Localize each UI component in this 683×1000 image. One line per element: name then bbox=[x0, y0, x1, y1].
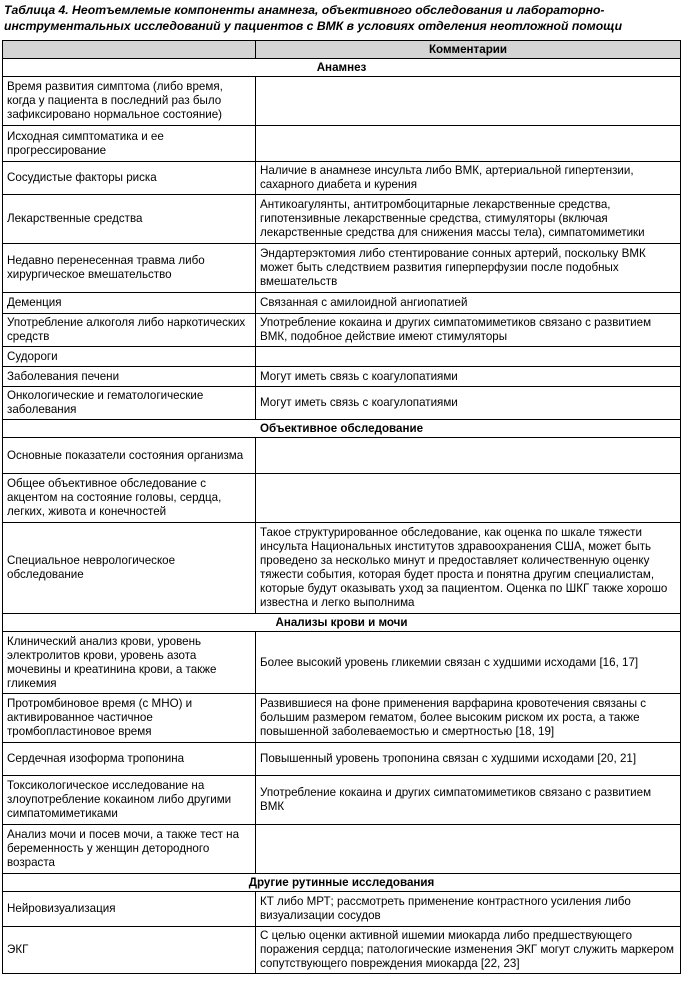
comment-cell: Эндартерэктомия либо стентирование сонных артерий, поскольку ВМК может быть следствием развития гиперперфузии после подобных вмешательств bbox=[256, 244, 681, 293]
comment-cell: Связанная с амилоидной ангиопатией bbox=[256, 293, 681, 314]
table-row bbox=[3, 314, 681, 347]
table-row bbox=[3, 694, 681, 743]
component-cell: Нейровизуализация bbox=[3, 892, 256, 927]
comment-cell bbox=[256, 438, 681, 474]
components-table bbox=[2, 40, 681, 974]
component-cell: Специальное неврологическое обследование bbox=[3, 523, 256, 614]
table-caption: Таблица 4. Неотъемлемые компоненты анамнеза, объективного обследования и лабораторно-инструментальных исследований у пациентов с ВМК в условиях отделения неотложной помощи bbox=[4, 3, 623, 33]
section-header-row bbox=[3, 614, 681, 632]
comment-cell bbox=[256, 474, 681, 523]
table-row bbox=[3, 776, 681, 825]
table-row bbox=[3, 293, 681, 314]
table-row bbox=[3, 387, 681, 420]
component-cell: Клинический анализ крови, уровень электролитов крови, уровень азота мочевины и креатинина крови, а также гликемия bbox=[3, 632, 256, 694]
section-title: Объективное обследование bbox=[3, 420, 681, 438]
comment-cell: Антикоагулянты, антитромбоцитарные лекарственные средства, гипотензивные лекарственные средства, стимуляторы (включая лекарственные средства для снижения массы тела), симпатомиметики bbox=[256, 195, 681, 244]
component-cell: Основные показатели состояния организма bbox=[3, 438, 256, 474]
comment-cell: Могут иметь связь с коагулопатиями bbox=[256, 367, 681, 387]
component-cell: Недавно перенесенная травма либо хирургическое вмешательство bbox=[3, 244, 256, 293]
comment-cell: Наличие в анамнезе инсульта либо ВМК, артериальной гипертензии, сахарного диабета и курения bbox=[256, 162, 681, 195]
component-cell: Токсикологическое исследование на злоупотребление кокаином либо другими симпатомиметиками bbox=[3, 776, 256, 825]
component-cell: Лекарственные средства bbox=[3, 195, 256, 244]
comment-cell: Могут иметь связь с коагулопатиями bbox=[256, 387, 681, 420]
comment-cell bbox=[256, 77, 681, 126]
table-row bbox=[3, 743, 681, 776]
table-row bbox=[3, 825, 681, 874]
table-header-row bbox=[3, 41, 681, 59]
component-cell: Сосудистые факторы риска bbox=[3, 162, 256, 195]
section-title: Другие рутинные исследования bbox=[3, 874, 681, 892]
table-row bbox=[3, 474, 681, 523]
comment-cell: Такое структурированное обследование, как оценка по шкале тяжести инсульта Национальных институтов здравоохранения США, может быть проведено за несколько минут и предоставляет количественную оценку тяжести события, которая будет проста и понятна другим специалистам, которые будут оказывать уход за пациентом. Оценка по ШКГ также хорошо известна и легко выполнима bbox=[256, 523, 681, 614]
table-row bbox=[3, 892, 681, 927]
component-cell: Сердечная изоформа тропонина bbox=[3, 743, 256, 776]
table-body bbox=[3, 59, 681, 974]
table-row bbox=[3, 195, 681, 244]
comment-cell: Повышенный уровень тропонина связан с худшими исходами [20, 21] bbox=[256, 743, 681, 776]
component-cell: Протромбиновое время (с МНО) и активированное частичное тромбопластиновое время bbox=[3, 694, 256, 743]
component-cell: Употребление алкоголя либо наркотических средств bbox=[3, 314, 256, 347]
comment-cell: Употребление кокаина и других симпатомиметиков связано с развитием ВМК, подобное действие имеют стимуляторы bbox=[256, 314, 681, 347]
component-cell: Заболевания печени bbox=[3, 367, 256, 387]
component-cell: ЭКГ bbox=[3, 927, 256, 974]
table-row bbox=[3, 126, 681, 162]
component-cell: Анализ мочи и посев мочи, а также тест на беременность у женщин детородного возраста bbox=[3, 825, 256, 874]
component-cell: Общее объективное обследование с акцентом на состояние головы, сердца, легких, живота и конечностей bbox=[3, 474, 256, 523]
comment-cell: Употребление кокаина и других симпатомиметиков связано с развитием ВМК bbox=[256, 776, 681, 825]
component-cell: Деменция bbox=[3, 293, 256, 314]
table-row bbox=[3, 523, 681, 614]
header-col-comments: Комментарии bbox=[256, 41, 681, 59]
section-title: Анамнез bbox=[3, 59, 681, 77]
table-row bbox=[3, 927, 681, 974]
table-row bbox=[3, 162, 681, 195]
table-row bbox=[3, 438, 681, 474]
comment-cell: Развившиеся на фоне применения варфарина кровотечения связаны с большим размером гематом, более высоким риском их роста, а также повышенной заболеваемостью и смертностью [18, 19] bbox=[256, 694, 681, 743]
section-header-row bbox=[3, 874, 681, 892]
section-header-row bbox=[3, 59, 681, 77]
table-row bbox=[3, 77, 681, 126]
table-row bbox=[3, 244, 681, 293]
table-row bbox=[3, 347, 681, 367]
comment-cell bbox=[256, 126, 681, 162]
section-title: Анализы крови и мочи bbox=[3, 614, 681, 632]
table-row bbox=[3, 367, 681, 387]
component-cell: Онкологические и гематологические заболевания bbox=[3, 387, 256, 420]
comment-cell: Более высокий уровень гликемии связан с худшими исходами [16, 17] bbox=[256, 632, 681, 694]
section-header-row bbox=[3, 420, 681, 438]
comment-cell: КТ либо МРТ; рассмотреть применение контрастного усиления либо визуализации сосудов bbox=[256, 892, 681, 927]
component-cell: Исходная симптоматика и ее прогрессирование bbox=[3, 126, 256, 162]
comment-cell bbox=[256, 825, 681, 874]
table-row bbox=[3, 632, 681, 694]
comment-cell bbox=[256, 347, 681, 367]
component-cell: Время развития симптома (либо время, когда у пациента в последний раз было зафиксировано нормальное состояние) bbox=[3, 77, 256, 126]
comment-cell: С целью оценки активной ишемии миокарда либо предшествующего поражения сердца; патологические изменения ЭКГ могут служить маркером сопутствующего повреждения миокарда [22, 23] bbox=[256, 927, 681, 974]
component-cell: Судороги bbox=[3, 347, 256, 367]
header-col-component bbox=[3, 41, 256, 59]
